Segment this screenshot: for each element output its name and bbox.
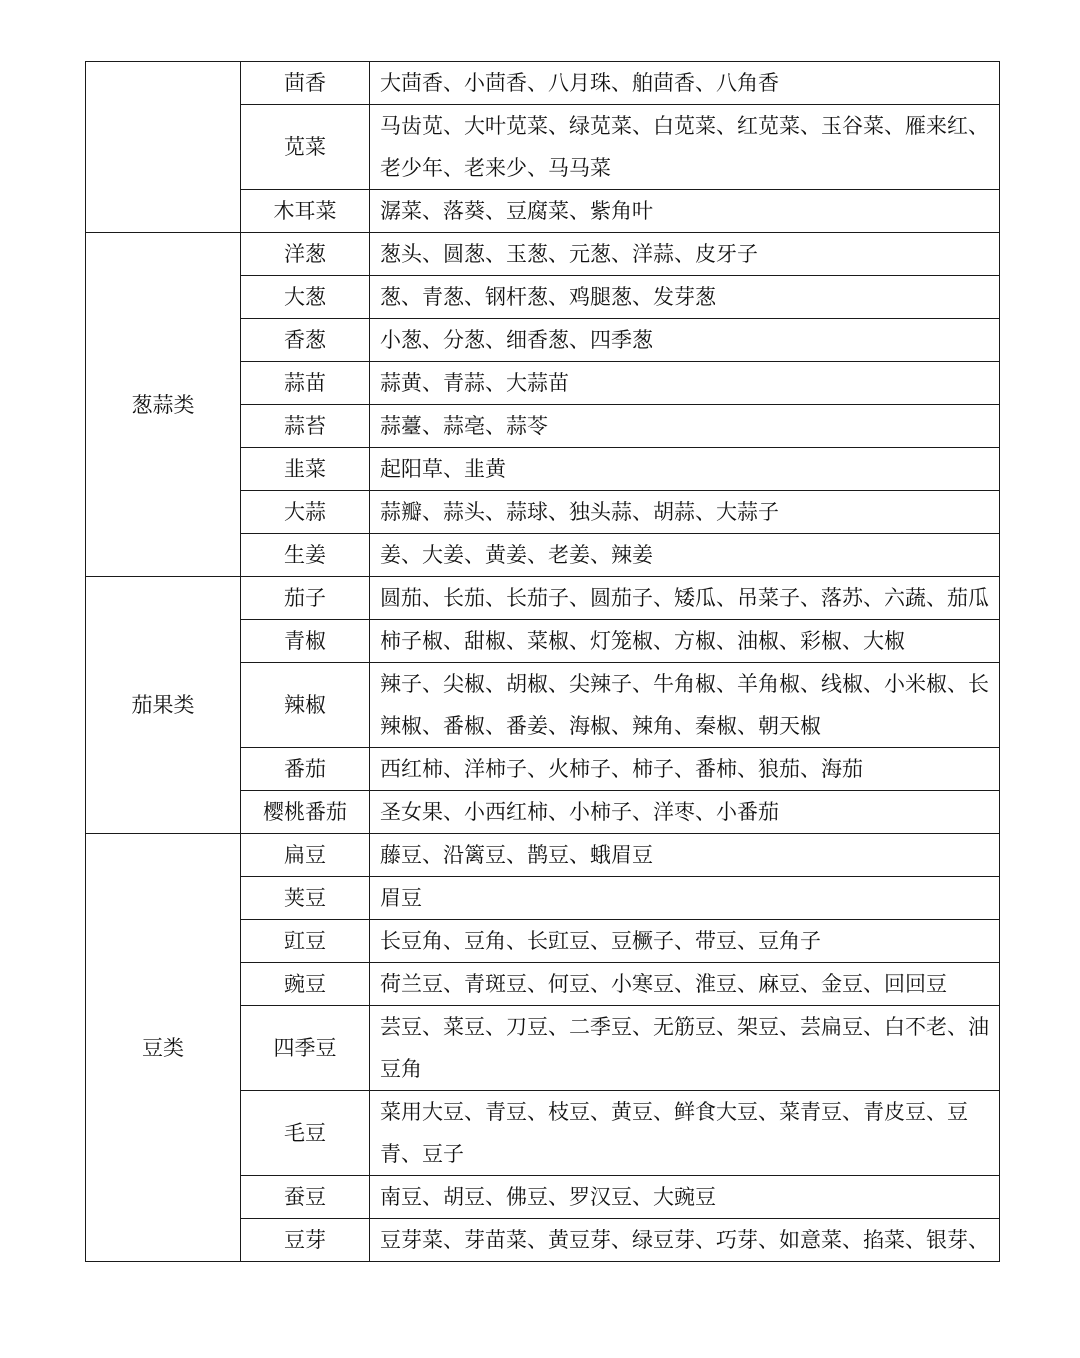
alias-cell: 蒜薹、蒜亳、蒜苓 [370, 405, 1000, 448]
alias-cell: 蒜黄、青蒜、大蒜苗 [370, 362, 1000, 405]
alias-cell: 豆芽菜、芽苗菜、黄豆芽、绿豆芽、巧芽、如意菜、掐菜、银芽、 [370, 1219, 1000, 1262]
vegetable-name-cell: 豆芽 [241, 1219, 370, 1262]
alias-cell: 藤豆、沿篱豆、鹊豆、蛾眉豆 [370, 834, 1000, 877]
alias-cell: 大茴香、小茴香、八月珠、舶茴香、八角香 [370, 62, 1000, 105]
table-row [86, 834, 1000, 877]
vegetable-name-cell: 毛豆 [241, 1091, 370, 1176]
alias-cell: 荷兰豆、青斑豆、何豆、小寒豆、淮豆、麻豆、金豆、回回豆 [370, 963, 1000, 1006]
vegetable-name-cell: 苋菜 [241, 105, 370, 190]
vegetable-name-cell: 青椒 [241, 620, 370, 663]
vegetable-name-cell: 蒜苔 [241, 405, 370, 448]
alias-cell: 姜、大姜、黄姜、老姜、辣姜 [370, 534, 1000, 577]
vegetable-name-cell: 木耳菜 [241, 190, 370, 233]
vegetable-name-cell: 大葱 [241, 276, 370, 319]
alias-cell: 长豆角、豆角、长豇豆、豆橛子、带豆、豆角子 [370, 920, 1000, 963]
vegetable-name-cell: 韭菜 [241, 448, 370, 491]
vegetable-name-cell: 洋葱 [241, 233, 370, 276]
vegetable-name-cell: 茴香 [241, 62, 370, 105]
vegetable-name-cell: 香葱 [241, 319, 370, 362]
alias-cell: 眉豆 [370, 877, 1000, 920]
vegetable-name-cell: 茄子 [241, 577, 370, 620]
alias-cell: 葱头、圆葱、玉葱、元葱、洋蒜、皮牙子 [370, 233, 1000, 276]
table-row [86, 233, 1000, 276]
category-cell [86, 62, 241, 233]
alias-cell: 小葱、分葱、细香葱、四季葱 [370, 319, 1000, 362]
alias-cell: 起阳草、韭黄 [370, 448, 1000, 491]
category-cell: 豆类 [86, 834, 241, 1262]
vegetable-name-cell: 蚕豆 [241, 1176, 370, 1219]
alias-cell: 辣子、尖椒、胡椒、尖辣子、牛角椒、羊角椒、线椒、小米椒、长辣椒、番椒、番姜、海椒、辣角、秦椒、朝天椒 [370, 663, 1000, 748]
vegetable-name-cell: 豌豆 [241, 963, 370, 1006]
table-row [86, 577, 1000, 620]
category-cell: 茄果类 [86, 577, 241, 834]
alias-cell: 马齿苋、大叶苋菜、绿苋菜、白苋菜、红苋菜、玉谷菜、雁来红、老少年、老来少、马马菜 [370, 105, 1000, 190]
vegetable-name-cell: 豇豆 [241, 920, 370, 963]
alias-cell: 圆茄、长茄、长茄子、圆茄子、矮瓜、吊菜子、落苏、六蔬、茄瓜 [370, 577, 1000, 620]
vegetable-name-cell: 荚豆 [241, 877, 370, 920]
category-cell: 葱蒜类 [86, 233, 241, 577]
alias-cell: 菜用大豆、青豆、枝豆、黄豆、鲜食大豆、菜青豆、青皮豆、豆青、豆子 [370, 1091, 1000, 1176]
vegetable-name-cell: 扁豆 [241, 834, 370, 877]
alias-cell: 葱、青葱、钢杆葱、鸡腿葱、发芽葱 [370, 276, 1000, 319]
vegetable-name-cell: 辣椒 [241, 663, 370, 748]
alias-cell: 潺菜、落葵、豆腐菜、紫角叶 [370, 190, 1000, 233]
vegetable-name-cell: 大蒜 [241, 491, 370, 534]
table-row [86, 62, 1000, 105]
alias-cell: 柿子椒、甜椒、菜椒、灯笼椒、方椒、油椒、彩椒、大椒 [370, 620, 1000, 663]
alias-cell: 圣女果、小西红柿、小柿子、洋枣、小番茄 [370, 791, 1000, 834]
alias-cell: 芸豆、菜豆、刀豆、二季豆、无筋豆、架豆、芸扁豆、白不老、油豆角 [370, 1006, 1000, 1091]
vegetable-name-cell: 生姜 [241, 534, 370, 577]
table-body [86, 62, 1000, 1262]
alias-cell: 西红柿、洋柿子、火柿子、柿子、番柿、狼茄、海茄 [370, 748, 1000, 791]
vegetable-name-cell: 四季豆 [241, 1006, 370, 1091]
vegetable-name-cell: 蒜苗 [241, 362, 370, 405]
vegetable-alias-table [85, 61, 1000, 1262]
vegetable-name-cell: 樱桃番茄 [241, 791, 370, 834]
alias-cell: 蒜瓣、蒜头、蒜球、独头蒜、胡蒜、大蒜子 [370, 491, 1000, 534]
alias-cell: 南豆、胡豆、佛豆、罗汉豆、大豌豆 [370, 1176, 1000, 1219]
vegetable-name-cell: 番茄 [241, 748, 370, 791]
